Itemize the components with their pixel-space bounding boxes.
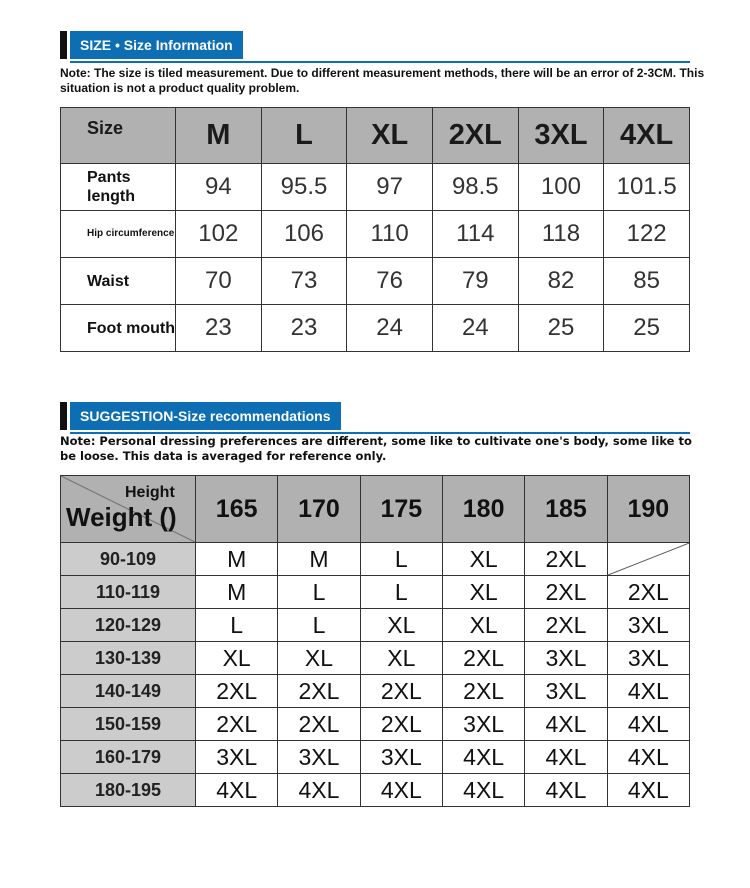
table-cell: XL: [442, 576, 524, 609]
table-cell: 4XL: [442, 774, 524, 807]
table-row: [61, 675, 690, 708]
header-accent-bar: [60, 31, 67, 59]
table-cell: 122: [604, 211, 690, 258]
size-col-header: M: [176, 108, 262, 164]
height-label: Height: [125, 484, 175, 501]
weight-range-label: 120-129: [61, 609, 196, 642]
table-cell: XL: [360, 642, 442, 675]
table-row: [61, 642, 690, 675]
table-cell: 3XL: [442, 708, 524, 741]
table-cell: 4XL: [525, 708, 607, 741]
table-cell: 3XL: [525, 642, 607, 675]
table-cell: 2XL: [442, 642, 524, 675]
table-cell: 79: [432, 258, 518, 305]
table-cell: 2XL: [442, 675, 524, 708]
size-col-header: 3XL: [518, 108, 604, 164]
height-col-header: 185: [525, 476, 607, 543]
size-col-header: 2XL: [432, 108, 518, 164]
table-cell: L: [360, 543, 442, 576]
height-col-header: 180: [442, 476, 524, 543]
row-label-foot-mouth: Foot mouth: [61, 305, 176, 352]
weight-range-label: 150-159: [61, 708, 196, 741]
weight-range-label: 140-149: [61, 675, 196, 708]
table-cell: 97: [347, 164, 433, 211]
table-cell: 3XL: [607, 642, 689, 675]
table-cell: 4XL: [607, 675, 689, 708]
table-cell: 25: [518, 305, 604, 352]
height-header-row: [61, 476, 690, 543]
suggestion-section-header: [60, 402, 690, 434]
table-cell: 2XL: [360, 708, 442, 741]
table-cell: 98.5: [432, 164, 518, 211]
table-row: [61, 164, 690, 211]
height-col-header: 190: [607, 476, 689, 543]
table-cell: 3XL: [196, 741, 278, 774]
table-cell: 2XL: [196, 675, 278, 708]
table-cell: 85: [604, 258, 690, 305]
weight-range-label: 90-109: [61, 543, 196, 576]
table-cell: 4XL: [607, 741, 689, 774]
table-cell: 2XL: [525, 576, 607, 609]
weight-label: Weight (): [66, 502, 177, 532]
table-cell: XL: [196, 642, 278, 675]
table-cell: L: [278, 576, 360, 609]
table-cell-empty: [607, 543, 689, 576]
table-cell: 3XL: [278, 741, 360, 774]
table-cell: 118: [518, 211, 604, 258]
height-weight-corner: [61, 476, 196, 543]
table-cell: 100: [518, 164, 604, 211]
table-row: [61, 305, 690, 352]
table-cell: 95.5: [261, 164, 347, 211]
size-col-header: L: [261, 108, 347, 164]
table-cell: 24: [432, 305, 518, 352]
table-cell: XL: [278, 642, 360, 675]
height-col-header: 170: [278, 476, 360, 543]
weight-range-label: 110-119: [61, 576, 196, 609]
weight-range-label: 180-195: [61, 774, 196, 807]
table-cell: XL: [360, 609, 442, 642]
table-cell: 4XL: [196, 774, 278, 807]
table-cell: 94: [176, 164, 262, 211]
table-row: [61, 576, 690, 609]
table-row: [61, 258, 690, 305]
row-label-pants-length: Pants length: [61, 164, 176, 211]
table-cell: 23: [176, 305, 262, 352]
table-row: [61, 543, 690, 576]
table-cell: M: [278, 543, 360, 576]
table-cell: 82: [518, 258, 604, 305]
table-cell: 3XL: [360, 741, 442, 774]
size-section-header: [60, 31, 690, 63]
header-accent-bar: [60, 402, 67, 430]
table-cell: 4XL: [360, 774, 442, 807]
table-cell: 70: [176, 258, 262, 305]
weight-range-label: 130-139: [61, 642, 196, 675]
row-label-waist: Waist: [61, 258, 176, 305]
table-cell: 4XL: [442, 741, 524, 774]
table-cell: 2XL: [607, 576, 689, 609]
suggestion-section-title: SUGGESTION-Size recommendations: [70, 402, 341, 430]
table-cell: 2XL: [196, 708, 278, 741]
header-underline: [70, 61, 690, 63]
table-cell: 4XL: [607, 774, 689, 807]
table-row: [61, 609, 690, 642]
size-corner-label: Size: [61, 108, 176, 164]
table-cell: M: [196, 543, 278, 576]
table-cell: 73: [261, 258, 347, 305]
size-note: Note: The size is tiled measurement. Due to different measurement methods, there will be an error of 2-3CM. This situation is not a product quality problem.: [60, 66, 705, 95]
height-col-header: 175: [360, 476, 442, 543]
table-row: [61, 708, 690, 741]
table-cell: 23: [261, 305, 347, 352]
table-cell: XL: [442, 609, 524, 642]
weight-range-label: 160-179: [61, 741, 196, 774]
table-cell: 76: [347, 258, 433, 305]
table-row: [61, 211, 690, 258]
table-cell: 106: [261, 211, 347, 258]
table-cell: L: [196, 609, 278, 642]
table-cell: 2XL: [525, 543, 607, 576]
table-cell: XL: [442, 543, 524, 576]
table-row: [61, 741, 690, 774]
suggestion-note: Note: Personal dressing preferences are different, some like to cultivate one's body, some like to be loose. This data is averaged for reference only.: [60, 434, 692, 463]
table-cell: 110: [347, 211, 433, 258]
size-header-row: [61, 108, 690, 164]
size-information-table: [60, 107, 690, 352]
table-cell: 102: [176, 211, 262, 258]
table-cell: 4XL: [278, 774, 360, 807]
table-cell: 25: [604, 305, 690, 352]
size-col-header: XL: [347, 108, 433, 164]
size-recommendation-table: [60, 475, 690, 807]
table-cell: 2XL: [360, 675, 442, 708]
table-row: [61, 774, 690, 807]
table-cell: 3XL: [525, 675, 607, 708]
table-cell: L: [360, 576, 442, 609]
table-cell: M: [196, 576, 278, 609]
table-cell: 4XL: [525, 774, 607, 807]
height-col-header: 165: [196, 476, 278, 543]
table-cell: 4XL: [525, 741, 607, 774]
table-cell: 2XL: [278, 675, 360, 708]
size-section-title: SIZE • Size Information: [70, 31, 243, 59]
size-col-header: 4XL: [604, 108, 690, 164]
table-cell: L: [278, 609, 360, 642]
table-cell: 2XL: [525, 609, 607, 642]
table-cell: 3XL: [607, 609, 689, 642]
empty-cell-diagonal: [608, 543, 689, 575]
table-cell: 2XL: [278, 708, 360, 741]
table-cell: 4XL: [607, 708, 689, 741]
table-cell: 101.5: [604, 164, 690, 211]
table-cell: 24: [347, 305, 433, 352]
table-cell: 114: [432, 211, 518, 258]
row-label-hip-circumference: Hip circumference: [61, 211, 176, 258]
